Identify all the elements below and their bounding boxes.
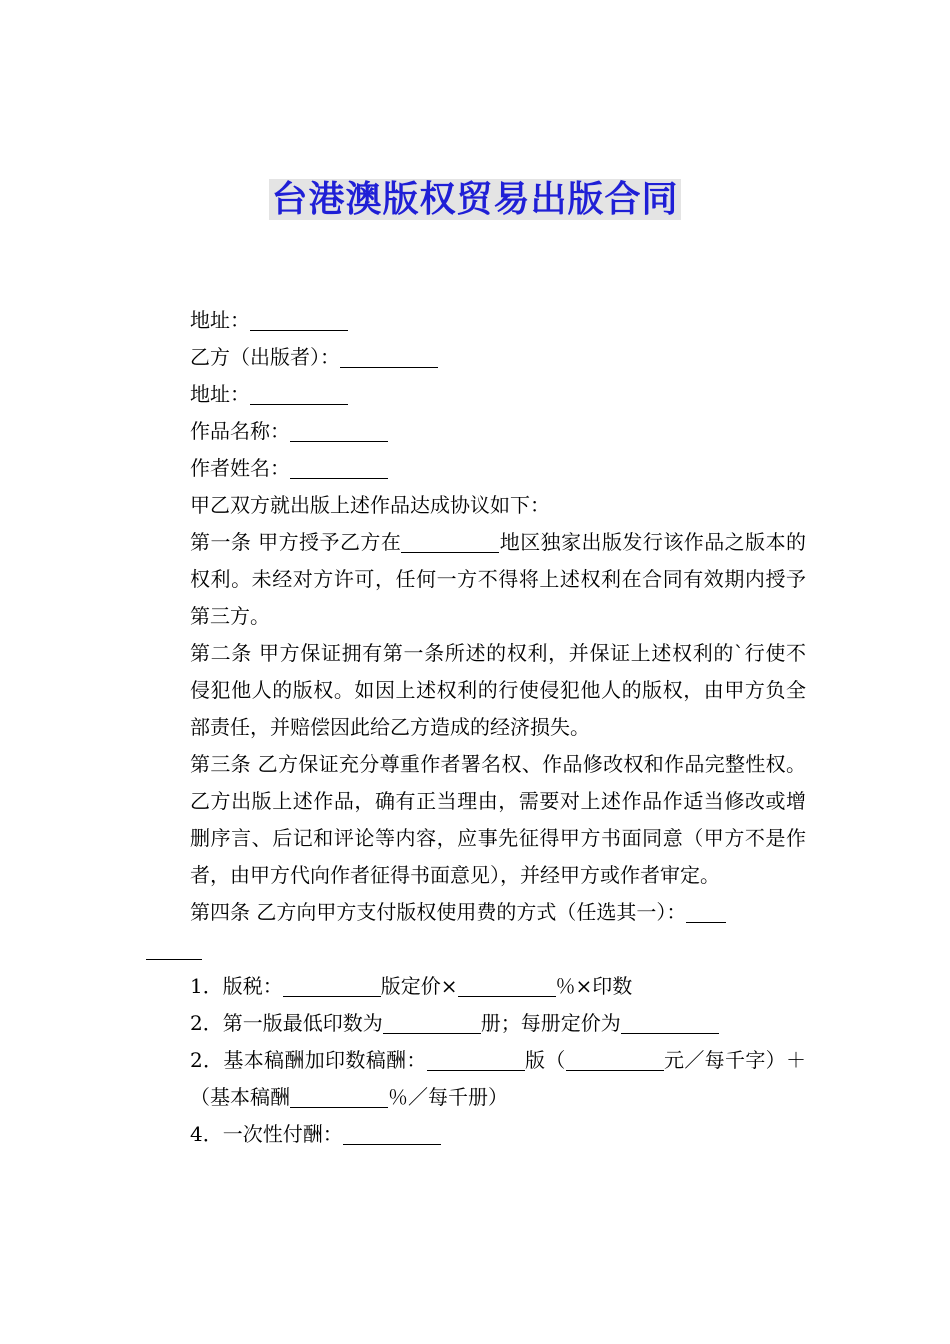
contract-body: [146, 302, 806, 1153]
blank-line: [340, 343, 438, 368]
option-1-text-c: ％×印数: [555, 974, 633, 998]
article-1: [146, 524, 806, 635]
field-label: 地址：: [190, 382, 250, 406]
field-address-a: [146, 302, 806, 339]
field-author-name: [146, 450, 806, 487]
option-3-text-b: 版（: [524, 1048, 566, 1072]
option-3-text-c: 元／每千字）＋（基本稿酬: [190, 1048, 806, 1109]
field-address-b: [146, 376, 806, 413]
blank-line: [290, 454, 388, 479]
blank-line: [290, 417, 388, 442]
intro-paragraph: 甲乙双方就出版上述作品达成协议如下：: [190, 493, 550, 517]
field-label: 乙方（出版者）：: [190, 345, 340, 369]
blank-line: [146, 935, 202, 960]
article-4-text: 第四条 乙方向甲方支付版权使用费的方式（任选其一）：: [190, 900, 687, 924]
blank-line: [686, 898, 726, 923]
blank-line: [383, 1009, 481, 1034]
article-2: 第二条 甲方保证拥有第一条所述的权利，并保证上述权利的`行使不侵犯他人的版权。如因上述权利的行使侵犯他人的版权，由甲方负全部责任，并赔偿因此给乙方造成的经济损失。: [190, 641, 806, 739]
blank-line: [343, 1120, 441, 1145]
option-1: [146, 968, 806, 1005]
option-3-text-d: ％／每千册）: [388, 1085, 508, 1109]
option-2-text-b: 册；每册定价为: [480, 1011, 621, 1035]
option-2: [146, 1005, 806, 1042]
article-1-text-b: 地区独家出版发行该作品之版本的权利。未经对方许可，任何一方不得将上述权利在合同有效期内授予第三方。: [190, 530, 807, 628]
page-title: [0, 176, 950, 224]
field-label: 作品名称：: [190, 419, 290, 443]
blank-line: [283, 972, 381, 997]
option-2-label: 2．第一版最低印数为: [190, 1011, 383, 1035]
field-party-b: [146, 339, 806, 376]
page-title-text: 台港澳版权贸易出版合同: [271, 179, 679, 220]
option-4-label: 4．一次性付酬：: [190, 1122, 343, 1146]
article-1-text-a: 第一条 甲方授予乙方在: [190, 530, 402, 554]
article-3: 第三条 乙方保证充分尊重作者署名权、作品修改权和作品完整性权。乙方出版上述作品，确有正当理由，需要对上述作品作适当修改或增删序言、后记和评论等内容，应事先征得甲方书面同意（甲方不是作者，由甲方代向作者征得书面意见），并经甲方或作者审定。: [190, 752, 806, 887]
blank-line: [621, 1009, 719, 1034]
field-label: 地址：: [190, 308, 250, 332]
blank-line: [250, 306, 348, 331]
option-3: [146, 1042, 806, 1116]
option-4: [146, 1116, 806, 1153]
blank-line: [566, 1046, 664, 1071]
option-3-label: 2．基本稿酬加印数稿酬：: [190, 1048, 427, 1072]
blank-line: [427, 1046, 525, 1071]
field-work-name: [146, 413, 806, 450]
article-4: [146, 894, 806, 968]
blank-line: [458, 972, 556, 997]
blank-line: [290, 1083, 388, 1108]
field-label: 作者姓名：: [190, 456, 290, 480]
option-1-label: 1．版税：: [190, 974, 283, 998]
option-1-text-b: 版定价×: [380, 974, 458, 998]
blank-line: [401, 528, 499, 553]
blank-line: [250, 380, 348, 405]
